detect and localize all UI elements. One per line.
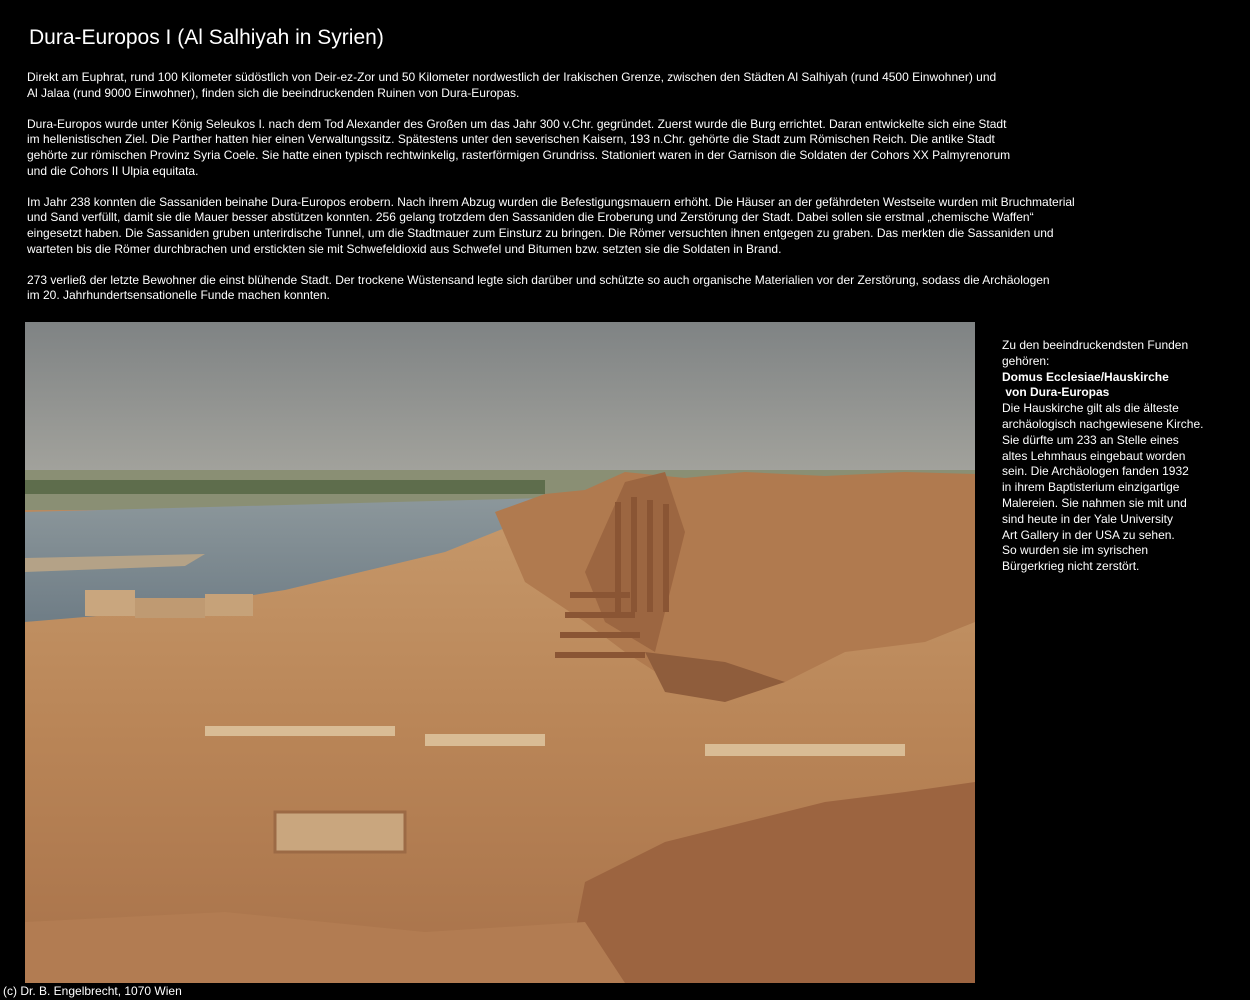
intro-paragraph-history: Dura-Europos wurde unter König Seleukos I. nach dem Tod Alexander des Großen um das Jahr 300 v.Chr. gegründet. Zuerst wurde die Burg errichtet. Daran entwickelte sich eine Stadt im hellenistischen Ziel. Die Parther hatten hier einen Verwaltungssitz. Spätestens unter den severischen Kaisern, 193 n.Chr. gehörte die Stadt zum Römischen Reich. Die antike Stadt gehörte zur römischen Provinz Syria Coele. Sie hatte einen typisch rechtwinkelig, rasterförmigen Grundriss. Stationiert waren in der Garnison die Soldaten der Cohors XX Palmyrenorum und die Cohors II Ulpia equitata. <box>27 116 1011 178</box>
sky <box>25 322 975 472</box>
sidebar-body-line: archäologisch nachgewiesene Kirche. <box>1002 416 1204 431</box>
sidebar-body-line: sind heute in der Yale University <box>1002 511 1173 526</box>
sidebar-body-line: Die Hauskirche gilt als die älteste <box>1002 401 1179 416</box>
intro-text <box>27 70 1107 320</box>
vegetation-strip <box>25 480 545 494</box>
intro-paragraph-sassanids: Im Jahr 238 konnten die Sassaniden beinahe Dura-Europos erobern. Nach ihrem Abzug wurden die Befestigungsmauern erhöht. Die Häuser an der gefährdeten Westseite wurden mit Bruchmaterial und Sand verfüllt, damit sie die Mauer besser abstützen konnten. 256 gelang trotzdem den Sassaniden die Eroberung und Zerstörung der Stadt. Dabei sollen sie erstmal „chemische Waffen“ eingesetzt haben. Die Sassaniden gruben unterirdische Tunnel, um die Stadtmauer zum Einsturz zu bringen. Die Römer versuchten ihnen entgegen zu graben. Das merkten die Sassaniden und warteten bis die Römer durchbrachen und erstickten sie mit Schwefeldioxid aus Schwefel und Bitumen bzw. setzten sie die Soldaten in Brand. <box>27 194 1075 256</box>
sidebar-intro-line-2: gehören: <box>1002 353 1050 368</box>
sidebar-heading-line-2: von Dura-Europas <box>1002 385 1110 400</box>
copyright-footer: (c) Dr. B. Engelbrecht, 1070 Wien <box>3 984 182 998</box>
page-title: Dura-Europos I (Al Salhiyah in Syrien) <box>29 26 384 49</box>
sidebar-body-line: Malereien. Sie nahmen sie mit und <box>1002 495 1187 510</box>
excavation-pit <box>275 812 405 852</box>
sidebar-caption <box>1002 338 1227 575</box>
sidebar-body-line: altes Lehmhaus eingebaut worden <box>1002 448 1186 463</box>
intro-paragraph-location: Direkt am Euphrat, rund 100 Kilometer südöstlich von Deir-ez-Zor und 50 Kilometer nordwestlich der Irakischen Grenze, zwischen den Städten Al Salhiyah (rund 4500 Einwohner) und Al Jalaa (rund 9000 Einwohner), finden sich die beeindruckenden Ruinen von Dura-Europas. <box>27 70 997 100</box>
intro-paragraph-abandonment: 273 verließ der letzte Bewohner die einst blühende Stadt. Der trockene Wüstensand legte sich darüber und schützte so auch organische Materialien vor der Zerstörung, sodass die Archäologen im 20. Jahrhundertsensationelle Funde machen konnten. <box>27 272 1050 303</box>
sidebar-body-line: So wurden sie im syrischen <box>1002 543 1149 558</box>
sidebar-intro-line-1: Zu den beeindruckendsten Funden <box>1002 338 1189 352</box>
sidebar-body-line: Bürgerkrieg nicht zerstört. <box>1002 559 1140 574</box>
ruins-photo-illustration <box>25 322 975 983</box>
ruins-photo <box>25 322 975 983</box>
sidebar-body-line: sein. Die Archäologen fanden 1932 <box>1002 464 1189 479</box>
sidebar-body-line: Art Gallery in der USA zu sehen. <box>1002 527 1175 542</box>
sidebar-heading-line-1: Domus Ecclesiae/Hauskirche <box>1002 369 1169 384</box>
sidebar-body-line: in ihrem Baptisterium einzigartige <box>1002 480 1180 495</box>
sidebar-body-line: Sie dürfte um 233 an Stelle eines <box>1002 432 1179 447</box>
